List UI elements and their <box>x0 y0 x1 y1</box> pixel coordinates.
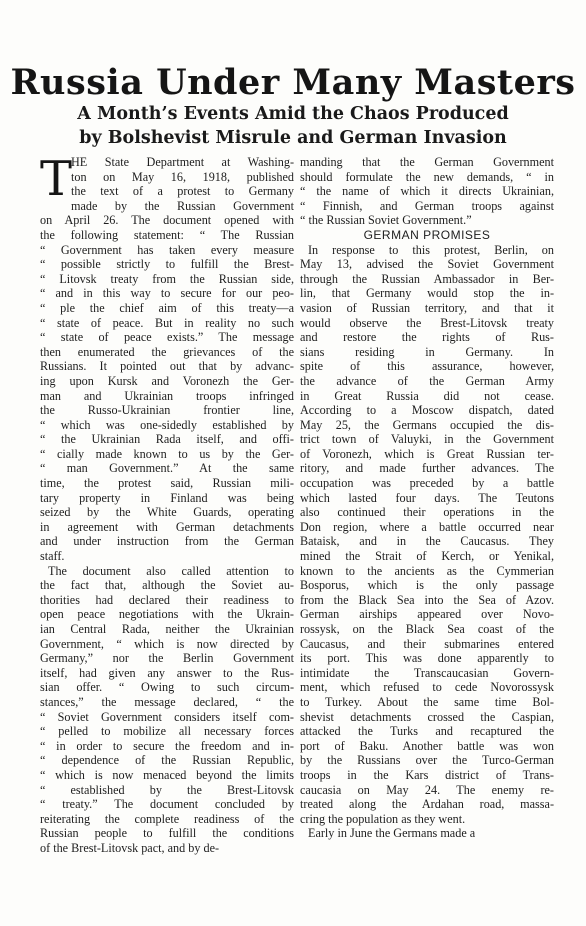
text-line: vasion of Russian territory, and that it <box>300 300 554 315</box>
text-line: stances,” the message declared, “ the <box>40 694 294 709</box>
text-line: from the Black Sea into the Sea of Azov. <box>300 592 554 607</box>
text-line: “ Litovsk treaty from the Russian side, <box>40 271 294 286</box>
text-line: also continued their operations in the <box>300 505 554 520</box>
text-line: May 13, advised the Soviet Government <box>300 257 554 272</box>
text-line: treated along the Ardahan road, massa- <box>300 797 554 812</box>
text-line: Early in June the Germans made a <box>308 826 476 841</box>
text-line: HE State Department at Washing- <box>71 155 294 169</box>
text-line: to Turkey. About the same time Bol- <box>300 694 554 709</box>
text-line: shevist detachments crossed the Caspian, <box>300 709 554 724</box>
text-line: caucasia on May 24. The enemy re- <box>300 782 554 797</box>
section-heading: GERMAN PROMISES <box>363 227 491 242</box>
text-line: by the Russians over the Turco-German <box>300 753 554 768</box>
text-line: “ the Russian Soviet Government.” <box>300 213 472 228</box>
text-line: through the Russian Ambassador in Ber- <box>300 271 554 286</box>
text-line: attacked the Turks and recaptured the <box>300 724 554 739</box>
text-line: open peace negotiations with the Ukrain- <box>40 607 294 622</box>
text-line: Russian people to fulfill the conditions <box>40 826 294 841</box>
drop-cap: T <box>40 151 73 207</box>
text-line: manding that the German Government <box>300 155 554 169</box>
text-line: “ possible strictly to fulfill the Brest- <box>40 257 294 272</box>
text-line: then enumerated the grievances of the <box>40 344 294 359</box>
text-line: in agreement with German detachments <box>40 519 294 534</box>
text-line: sian offer. “ Owing to such circum- <box>40 680 294 695</box>
text-line: tary property in Finland was being <box>40 490 294 505</box>
left-column <box>40 151 294 856</box>
right-column <box>300 155 554 841</box>
text-line: “ which was one-sidedly established by <box>40 417 294 432</box>
text-line: reiterating the complete readiness of the <box>40 811 294 826</box>
text-line: “ treaty.” The document concluded by <box>40 797 294 812</box>
text-line: Don region, where a battle occurred near <box>300 519 554 534</box>
text-line: ment, which refused to cede Novorossysk <box>300 680 554 695</box>
text-line: cring the population as they went. <box>300 811 466 826</box>
text-line: “ Soviet Government considers itself com- <box>40 709 294 724</box>
text-line: trict town of Valuyki, in the Government <box>300 432 554 447</box>
text-line: “ the Ukrainian Rada itself, and offi- <box>40 432 294 447</box>
text-line: the text of a protest to Germany <box>71 184 294 199</box>
text-line: “ pelled to mobilize all necessary forces <box>40 724 294 739</box>
text-line: Russians. It pointed out that by advanc- <box>40 359 294 374</box>
text-line: “ established by the Brest-Litovsk <box>40 782 294 797</box>
text-line: “ in order to secure the freedom and in- <box>40 738 294 753</box>
article-subtitle-line-2: by Bolshevist Misrule and German Invasion <box>79 128 507 148</box>
text-line: According to a Moscow dispatch, dated <box>300 403 554 418</box>
text-line: sians residing in Germany. In <box>300 344 554 359</box>
text-line: rossysk, on the Black Sea coast of the <box>300 622 554 636</box>
text-line: “ ple the chief aim of this treaty—a <box>40 300 294 315</box>
text-line: time, the protest said, Russian mili- <box>40 476 294 491</box>
text-line: occupation was preceded by a battle <box>300 476 554 491</box>
text-line: “ Finnish, and German troops against <box>300 198 554 213</box>
text-line: “ cially made known to us by the Ger- <box>40 446 294 461</box>
text-line: troops in the Kars district of Trans- <box>300 767 554 782</box>
text-line: ing upon Kursk and Voronezh the Ger- <box>40 373 294 388</box>
text-line: the advance of the German Army <box>300 373 554 388</box>
text-line: staff. <box>40 549 65 564</box>
text-line: the fact that, although the Soviet au- <box>40 578 294 593</box>
text-line: should formulate the new demands, “ in <box>300 169 554 184</box>
text-line: Germany,” nor the Berlin Government <box>40 651 294 666</box>
text-line: “ and in this way to secure for our peo- <box>40 286 294 301</box>
text-line: The document also called attention to <box>48 563 294 578</box>
text-line: ian Central Rada, neither the Ukrainian <box>40 622 294 636</box>
text-line: in Great Russia did not cease. <box>300 388 554 403</box>
text-line: thorities had declared their readiness to <box>40 592 294 607</box>
text-line: seized by the White Guards, operating <box>40 505 294 520</box>
text-line: lin, that Germany would stop the in- <box>300 286 554 301</box>
text-line: made by the Russian Government <box>71 198 294 213</box>
text-line: German airships appeared over Novo- <box>300 607 554 622</box>
text-line: and restore the rights of Rus- <box>300 330 554 345</box>
text-line: ritory, and made further advances. The <box>300 461 554 476</box>
text-line: “ Government has taken every measure <box>40 242 294 257</box>
text-line: the following statement: “ The Russian <box>40 227 294 242</box>
text-line: “ state of peace. But in reality no such <box>40 315 294 330</box>
text-line: Caucasus, and their submarines entered <box>300 636 554 651</box>
article-subtitle-line-1: A Month’s Events Amid the Chaos Produced <box>77 104 509 124</box>
text-line: itself, had given any answer to the Rus- <box>40 665 294 680</box>
text-line: of the Brest-Litovsk pact, and by de- <box>40 840 220 855</box>
text-line: Bosporus, which is the only passage <box>300 578 554 593</box>
text-line: intimidate the Transcaucasian Govern- <box>300 665 554 680</box>
text-line: its port. This was done apparently to <box>300 651 554 666</box>
text-line: on April 26. The document opened with <box>40 213 294 228</box>
article-title: Russia Under Many Masters <box>10 62 576 103</box>
text-line: “ state of peace exists.” The message <box>40 330 294 345</box>
text-line: ton on May 16, 1918, published <box>71 169 294 184</box>
text-line: In response to this protest, Berlin, on <box>308 242 554 257</box>
text-line: known to the ancients as the Cymmerian <box>300 563 554 578</box>
text-line: port of Baku. Another battle was won <box>300 738 554 753</box>
text-line: “ the name of which it directs Ukrainian, <box>300 184 554 199</box>
text-line: the Russo-Ukrainian frontier line, <box>40 403 294 418</box>
text-line: mined the Strait of Kerch, or Yenikal, <box>300 549 554 564</box>
text-line: of Voronezh, which is Great Russian ter- <box>300 446 554 461</box>
text-line: would observe the Brest-Litovsk treaty <box>300 315 554 330</box>
text-line: spite of this assurance, however, <box>300 359 554 374</box>
text-line: May 25, the Germans occupied the dis- <box>300 417 554 432</box>
text-line: and under instruction from the German <box>40 534 294 549</box>
text-line: “ which is now menaced beyond the limits <box>40 767 294 782</box>
text-line: man and Ukrainian troops infringed <box>40 388 294 403</box>
text-line: “ man Government.” At the same <box>40 461 294 476</box>
text-line: “ dependence of the Russian Republic, <box>40 753 294 768</box>
text-line: which lasted four days. The Teutons <box>300 490 554 505</box>
text-line: Bataisk, and in the Caucasus. They <box>300 534 554 549</box>
text-line: Government, “ which is now directed by <box>40 636 294 651</box>
